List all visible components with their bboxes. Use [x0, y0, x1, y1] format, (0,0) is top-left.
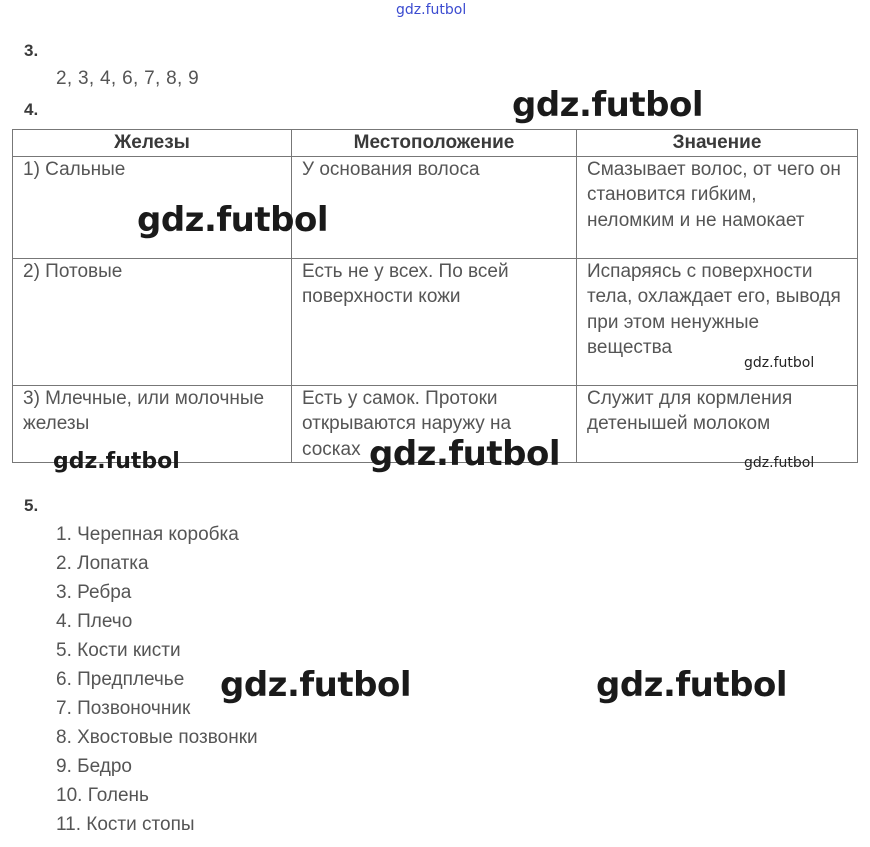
table-cell: У основания волоса — [292, 156, 577, 258]
watermark: gdz.futbol — [512, 85, 703, 125]
section-3-answer: 2, 3, 4, 6, 7, 8, 9 — [56, 68, 200, 89]
list-item: 6. Предплечье — [56, 669, 185, 690]
watermark: gdz.futbol — [744, 355, 815, 371]
section-5-number: 5. — [24, 496, 39, 515]
list-item: 11. Кости стопы — [56, 814, 195, 835]
list-item: 1. Черепная коробка — [56, 524, 239, 545]
table-cell: Испаряясь с поверхности тела, охлаждает его, выводя при этом ненужные вещества — [577, 258, 858, 385]
table-header-row — [13, 130, 858, 157]
header-significance: Значение — [577, 130, 858, 157]
section-4-number: 4. — [24, 100, 39, 119]
list-item: 4. Плечо — [56, 611, 133, 632]
watermark: gdz.futbol — [220, 665, 411, 705]
watermark: gdz.futbol — [596, 665, 787, 705]
table-cell: Есть не у всех. По всей поверхности кожи — [292, 258, 577, 385]
table-cell: 1) Сальные — [13, 156, 292, 258]
list-item: 7. Позвоночник — [56, 698, 191, 719]
glands-table — [12, 129, 858, 463]
list-item: 8. Хвостовые позвонки — [56, 727, 258, 748]
header-watermark: gdz.futbol — [396, 2, 467, 18]
list-item: 10. Голень — [56, 785, 149, 806]
header-glands: Железы — [13, 130, 292, 157]
watermark: gdz.futbol — [369, 434, 560, 474]
watermark: gdz.futbol — [744, 455, 815, 471]
watermark: gdz.futbol — [53, 449, 180, 474]
table-cell: Смазывает волос, от чего он становится гибким, неломким и не намокает — [577, 156, 858, 258]
list-item: 9. Бедро — [56, 756, 132, 777]
list-item: 2. Лопатка — [56, 553, 149, 574]
section-3-number: 3. — [24, 41, 39, 60]
table-cell: Есть у самок. Протоки открываются наружу на сосках — [292, 385, 577, 463]
header-location: Местоположение — [292, 130, 577, 157]
table-cell: Служит для кормления детенышей молоком — [577, 385, 858, 463]
watermark: gdz.futbol — [137, 200, 328, 240]
list-item: 3. Ребра — [56, 582, 132, 603]
list-item: 5. Кости кисти — [56, 640, 181, 661]
table-cell: 3) Млечные, или молочные железы — [13, 385, 292, 463]
table-row — [13, 258, 858, 385]
table-cell: 2) Потовые — [13, 258, 292, 385]
